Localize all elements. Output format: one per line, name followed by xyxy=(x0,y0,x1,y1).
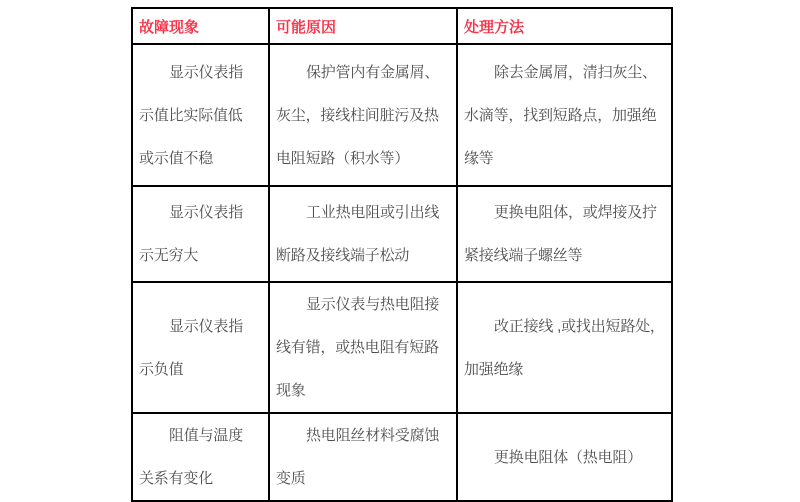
header-fault-phenomenon: 故障现象 xyxy=(132,8,269,44)
cell-text-line: 显示仪表指 xyxy=(169,317,244,335)
cell-text-line: 热电阻丝材料受腐蚀 xyxy=(306,427,440,444)
cell-text-line: 除去金属屑，清扫灰尘、 xyxy=(494,63,657,81)
cell-treatment xyxy=(457,44,672,186)
cell-text-line: 显示仪表指 xyxy=(169,63,244,81)
table-row xyxy=(132,413,672,501)
cell-text-line: 断路及接线端子松动 xyxy=(276,247,410,264)
table-row xyxy=(132,44,672,186)
header-treatment-method: 处理方法 xyxy=(457,8,672,44)
cell-text-line: 更换电阻体（热电阻） xyxy=(494,448,643,466)
cell-text-line: 现象 xyxy=(276,382,306,399)
cell-cause xyxy=(269,413,457,501)
cell-phenomenon xyxy=(132,186,269,282)
cell-phenomenon xyxy=(132,44,269,186)
cell-text-line: 线有错，或热电阻有短路 xyxy=(276,339,439,356)
cell-text-line: 水滴等，找到短路点，加强绝 xyxy=(464,106,657,124)
cell-cause xyxy=(269,186,457,282)
cell-text-line: 阻值与温度 xyxy=(169,427,244,444)
cell-text-line: 加强绝缘 xyxy=(464,360,524,378)
cell-text-line: 变质 xyxy=(276,470,306,487)
cell-text-line: 工业热电阻或引出线 xyxy=(306,204,440,221)
fault-table-container xyxy=(131,7,673,502)
cell-text-line: 更换电阻体，或焊接及拧 xyxy=(494,204,657,221)
cell-text-line: 示无穷大 xyxy=(139,247,199,264)
cell-treatment xyxy=(457,186,672,282)
cell-text-line: 显示仪表与热电阻接 xyxy=(306,296,440,313)
fault-table xyxy=(131,7,673,502)
cell-text-line: 缘等 xyxy=(464,149,494,167)
cell-text-line: 显示仪表指 xyxy=(169,204,244,221)
cell-treatment xyxy=(457,282,672,413)
table-row xyxy=(132,282,672,413)
cell-text-line: 示值比实际值低 xyxy=(139,106,243,124)
cell-cause xyxy=(269,282,457,413)
cell-phenomenon xyxy=(132,282,269,413)
cell-treatment xyxy=(457,413,672,501)
cell-text-line: 改正接线 ,或找出短路处， xyxy=(494,317,665,335)
cell-text-line: 保护管内有金属屑、 xyxy=(306,63,440,81)
cell-text-line: 或示值不稳 xyxy=(139,149,214,167)
cell-cause xyxy=(269,44,457,186)
cell-text-line: 关系有变化 xyxy=(139,470,214,487)
table-row xyxy=(132,186,672,282)
cell-phenomenon xyxy=(132,413,269,501)
cell-text-line: 示负值 xyxy=(139,360,184,378)
cell-text-line: 电阻短路（积水等） xyxy=(276,149,410,167)
cell-text-line: 灰尘，接线柱间脏污及热 xyxy=(276,106,439,124)
header-possible-cause: 可能原因 xyxy=(269,8,457,44)
header-row xyxy=(132,8,672,44)
cell-text-line: 紧接线端子螺丝等 xyxy=(464,247,583,264)
